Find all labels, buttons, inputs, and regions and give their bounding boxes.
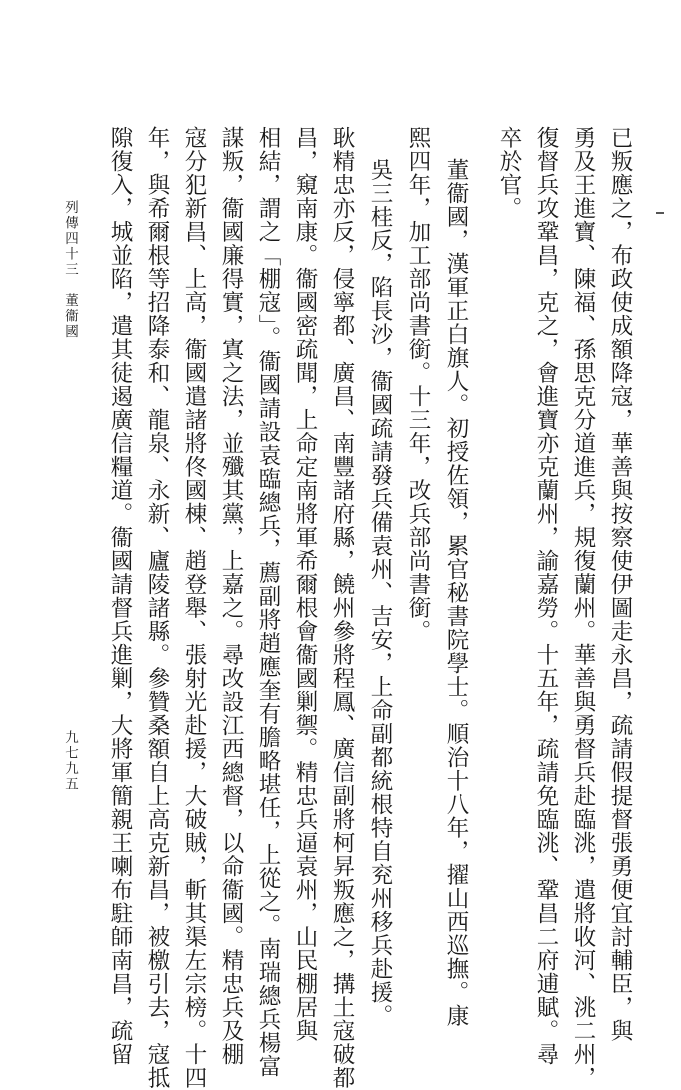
text-column: 昌，窺南康。衞國密疏聞，上命定南將軍希爾根會衞國剿禦。精忠兵逼袁州，山民棚居與 <box>292 126 318 1043</box>
text-column: 卒於官。 <box>496 126 522 220</box>
text-column: 勇及王進寶、陳福、孫思克分道進兵，規復蘭州。華善與勇督兵赴臨洮，遣將收河、洮二州， <box>570 126 596 1090</box>
text-column: 相結，謂之「棚寇」。衞國請設袁臨總兵，薦副將趙應奎有膽略堪任，上從之。南瑞總兵楊富 <box>255 126 281 1079</box>
text-column: 謀叛，衞國廉得實，寘之法，並殲其黨，上嘉之。尋改設江西總督，以命衞國。精忠兵及棚 <box>218 126 244 1066</box>
text-column: 復督兵攻鞏昌，克之，會進寶亦克蘭州，諭嘉勞。十五年，疏請免臨洮、鞏昌二府逋賦。尋 <box>533 126 559 1066</box>
text-column: 董衞國，漢軍正白旗人。初授佐領，累官秘書院學士。順治十八年，擢山西巡撫。康 <box>443 158 469 1028</box>
running-title: 列傳四十三 董衞國 <box>62 200 78 340</box>
text-column: 寇分犯新昌、上高，衞國遣諸將佟國棟、趙登舉、張射光赴援，大破賊，斬其渠左宗榜。十四 <box>181 126 207 1090</box>
text-column: 年，與希爾根等招降泰和、龍泉、永新、廬陵諸縣。參贊桑額自上高克新昌，被檄引去，寇抵 <box>144 126 170 1090</box>
text-column: 熙四年，加工部尚書銜。十三年，改兵部尚書銜。 <box>405 126 431 643</box>
text-column: 隙復入，城並陷，遣其徒遏廣信糧道。衞國請督兵進剿，大將軍簡親王喇布駐師南昌，疏留 <box>107 126 133 1066</box>
margin-mark <box>656 212 664 214</box>
text-column: 已叛應之，布政使成額降寇，華善與按察使伊圖走永昌，疏請假提督張勇便宜討輔臣，與 <box>607 126 633 1043</box>
text-column: 耿精忠亦反，侵寧都、廣昌、南豐諸府縣，饒州參將程鳳、廣信副將柯昇叛應之，搆土寇破都 <box>329 126 355 1090</box>
page-number: 九七九五 <box>62 730 78 792</box>
text-column: 吳三桂反，陷長沙，衞國疏請發兵備袁州、吉安，上命副都統根特自兖州移兵赴援。 <box>367 158 393 1028</box>
